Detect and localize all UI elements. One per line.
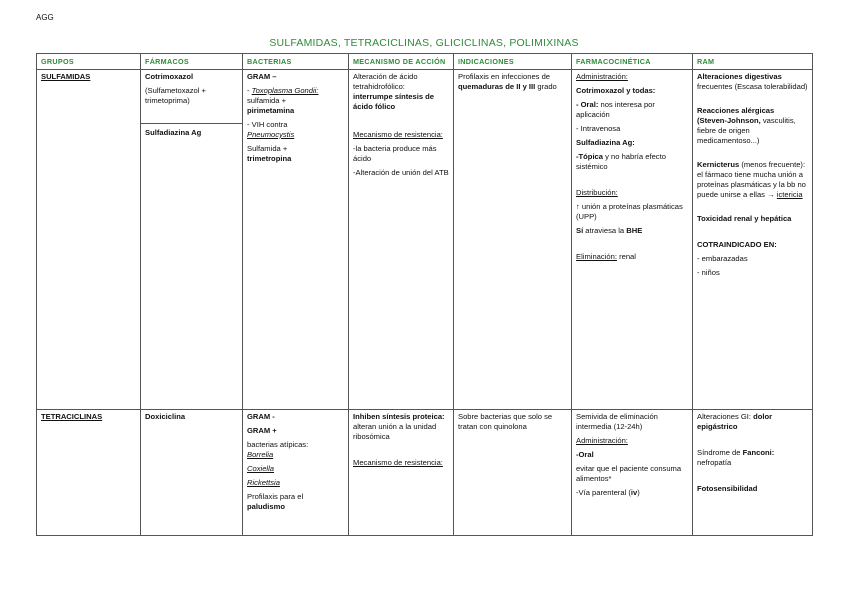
bact-sulfamida-1: sulfamida + [247,95,287,105]
col-farmacos: FÁRMACOS [141,54,243,70]
ram-kern-rest: (menos frecuente): el fármaco tiene mucha unión a proteínas plasmáticas y la bb no puede unirse a ellas → [697,159,806,199]
ram-aler-sj: (Steven-Johnson, [697,115,761,125]
page-title: SULFAMIDAS, TETRACICLINAS, GLICICLINAS, POLIMIXINAS [269,37,579,49]
ram-gi-bold: dolor epigástrico [697,411,773,431]
mech-resistance-title-t: Mecanismo de resistencia: [353,457,443,467]
bact-vih: - VIH contra [247,119,288,129]
drug-cotrimoxazol-note: (Sulfametoxazol + trimetoprima) [145,85,206,105]
pk-adm-title: Administración: [576,71,628,81]
col-indicaciones: INDICACIONES [454,54,572,70]
pk-bhe: BHE [626,225,643,235]
ram-ictericia: ictericia [776,189,803,199]
drug-sulfadiazina: Sulfadiazina Ag [145,127,202,137]
ram-embarazadas: - embarazadas [697,253,748,263]
pk-topica-rest: y no habría efecto sistémico [576,151,666,171]
bact-pirimetamina: pirimetamina [247,105,295,115]
bact-borrelia: Borrelia [247,449,274,459]
pk-oral-t: -Oral [576,449,594,459]
col-bacterias: BACTERIAS [243,54,349,70]
pk-topica: -Tópica [576,151,604,161]
bact-atipicas: bacterias atípicas: [247,439,309,449]
pk-par-end: ) [637,487,640,497]
pk-dist-title: Distribución: [576,187,618,197]
cell-drugs-sulfamidas [141,69,243,409]
row-tetraciclinas [37,409,813,535]
bact-gram-pos-t: GRAM + [247,425,277,435]
pk-iv: - Intravenosa [576,123,621,133]
ram-fanconi-rest: nefropatía [697,457,732,467]
bact-toxoplasma: Toxoplasma Gondii: [251,85,319,95]
pk-adm-title-t: Administración: [576,435,628,445]
ram-contra: COTRAINDICADO EN: [697,239,777,249]
mech-line1b: interrumpe síntesis de ácido fólico [353,91,435,111]
cell-ind-tetraciclinas [454,409,572,535]
bact-trimetropina: trimetropina [247,153,292,163]
corner-label: AGG [36,13,54,22]
cell-ram-sulfamidas [693,69,813,409]
ram-fanconi-pre: Síndrome de [697,447,743,457]
pk-parenteral: -Vía parenteral ( [576,487,631,497]
cell-pk-tetraciclinas [572,409,693,535]
pk-sulfadiazina: Sulfadiazina Ag: [576,137,635,147]
cell-ram-tetraciclinas [693,409,813,535]
col-grupos: GRUPOS [37,54,141,70]
cell-bact-sulfamidas [243,69,349,409]
pk-atraviesa: atraviesa la [583,225,627,235]
cell-bact-tetraciclinas [243,409,349,535]
bact-gram-neg: GRAM – [247,71,277,81]
pk-oral-rest: nos interesa por aplicación [576,99,655,119]
ind-bold: quemaduras de II y III [458,81,536,91]
antibiotics-table [36,53,813,536]
mech-inhiben-rest: alteran unión a la unidad ribosómica [353,421,437,441]
pk-dist-1: ↑ unión a proteínas plasmáticas (UPP) [576,201,683,221]
ram-ninos: - niños [697,267,720,277]
bact-paludismo: paludismo [247,501,285,511]
pk-semivida: Semivida de eliminación intermedia (12-24h) [576,411,658,431]
bact-rickettsia: Rickettsia [247,477,280,487]
bact-dash: - [247,85,252,95]
ram-dig-title: Alteraciones digestivas [697,71,782,81]
cell-mech-tetraciclinas [349,409,454,535]
col-farmacocinetica: FARMACOCINÉTICA [572,54,693,70]
col-ram: RAM [693,54,813,70]
cell-group-sulfamidas [37,69,141,409]
drug-divider [141,123,242,138]
ind-pre: Profilaxis en infecciones de [458,71,551,81]
cell-ind-sulfamidas [454,69,572,409]
table-header-row [37,54,813,70]
cell-group-tetraciclinas [37,409,141,535]
pk-cot-all: Cotrimoxazol y todas: [576,85,656,95]
pk-iv-t: iv [630,487,638,497]
ram-dig-rest: frecuentes (Escasa tolerabilidad) [697,81,808,91]
pk-si: Sí [576,225,584,235]
ram-toxicidad: Toxicidad renal y hepática [697,213,792,223]
bact-gram-neg-t: GRAM - [247,411,275,421]
drug-doxiciclina: Doxiciclina [145,411,186,421]
ind-tetra: Sobre bacterias que solo se tratan con quinolona [458,411,553,431]
ram-aler-rest: vasculitis, fiebre de origen medicamentoso...) [697,115,796,145]
ram-kernicterus: Kernicterus [697,159,740,169]
drug-cotrimoxazol: Cotrimoxazol [145,71,194,81]
mech-inhiben: Inhiben síntesis proteica: [353,411,445,421]
col-mecanismo: MECANISMO DE ACCIÓN [349,54,454,70]
bact-profilaxis: Profilaxis para el [247,491,304,501]
ind-post: grado [535,81,557,91]
ram-fanconi: Fanconi: [742,447,775,457]
mech-resistance-title: Mecanismo de resistencia: [353,129,443,139]
bact-pneumocystis: Pneumocystis [247,129,295,139]
mech-res-2: -Alteración de unión del ATB [353,167,449,177]
bact-coxiella: Coxiella [247,463,275,473]
ram-aler-title: Reacciones alérgicas [697,105,775,115]
ram-gi: Alteraciones GI: [697,411,754,421]
mech-line1: Alteración de ácido tetrahidrofólico: [353,71,418,91]
group-sulfamidas: SULFAMIDAS [41,71,91,81]
pk-elim-val: renal [616,251,636,261]
cell-drugs-tetraciclinas [141,409,243,535]
pk-evitar: evitar que el paciente consuma alimentos* [576,463,682,483]
ram-fotosensibilidad: Fotosensibilidad [697,483,758,493]
pk-oral: - Oral: [576,99,599,109]
cell-mech-sulfamidas [349,69,454,409]
pk-elim-title: Eliminación: [576,251,617,261]
cell-pk-sulfamidas [572,69,693,409]
group-tetraciclinas: TETRACICLINAS [41,411,103,421]
bact-sulfamida-2: Sulfamida + [247,143,288,153]
mech-res-1: -la bacteria produce más ácido [353,143,437,163]
row-sulfamidas [37,69,813,409]
